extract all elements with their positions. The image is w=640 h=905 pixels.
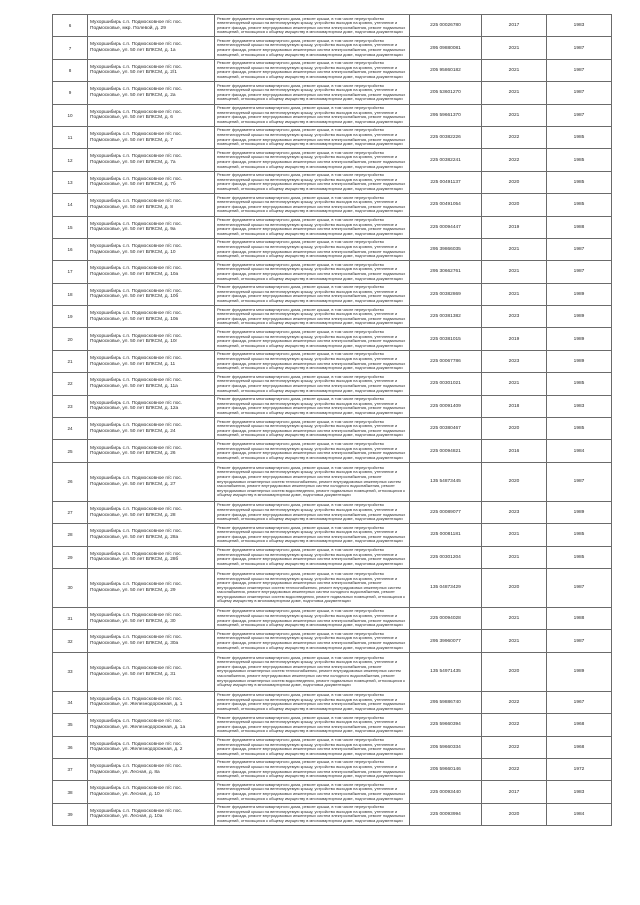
table-row: [53, 568, 612, 607]
work-description-cell: Ремонт фундамента многоквартирного дома, ремонт крыши, в том числе переустройство невентилируемой крыши на вентилируемую крышу, устройство выходов на кровлю, утепление и ремонт фасада, ремонт внутридомовых инженерных систем электроснабжения, ремонт подвальных помещений, относящихся к общему имуществу в многоквартирном доме, подготовка документации: [215, 524, 410, 546]
address-cell: Мухоршибирь с.п. Подмосковное п/с пос. Подмосковье, мкр. Полевой, д. 29: [88, 15, 215, 37]
build-year-cell: 1987: [547, 59, 612, 81]
row-number: 14: [53, 194, 88, 216]
address-cell: Мухоршибирь с.п. Подмосковное п/с пос. Подмосковье, ул. 50 лет ВЛКСМ, д. 10в: [88, 306, 215, 328]
address-cell: Мухоршибирь с.п. Подмосковное п/с пос. Подмосковье, ул. 50 лет ВЛКСМ, д. 12а: [88, 395, 215, 417]
work-description-cell: Ремонт фундамента многоквартирного дома, ремонт крыши, в том числе переустройство невентилируемой крыши на вентилируемую крышу, устройство выходов на кровлю, утепление и ремонт фасада, ремонт внутридомовых инженерных систем электроснабжения, ремонт подвальных помещений, относящихся к общему имуществу в многоквартирном доме, подготовка документации: [215, 714, 410, 736]
work-description-cell: Ремонт фундамента многоквартирного дома, ремонт крыши, в том числе переустройство невентилируемой крыши на вентилируемую крышу, устройство выходов на кровлю, утепление и ремонт фасада, ремонт внутридомовых инженерных систем электроснабжения, ремонт подвальных помещений, относящихся к общему имуществу в многоквартирном доме, подготовка документации: [215, 736, 410, 758]
address-cell: Мухоршибирь с.п. Подмосковное п/с пос. Подмосковье, ул. 50 лет ВЛКСМ, д. 11а: [88, 373, 215, 395]
build-year-cell: 1985: [547, 194, 612, 216]
repair-year-cell: 2016: [482, 440, 547, 462]
address-cell: Мухоршибирь с.п. Подмосковное п/с пос. Подмосковье, ул. 50 лет ВЛКСМ, д. 10а: [88, 261, 215, 283]
build-year-cell: 1987: [547, 462, 612, 501]
table-row: [53, 82, 612, 104]
build-year-cell: 1987: [547, 261, 612, 283]
build-year-cell: 1989: [547, 350, 612, 372]
build-year-cell: 1987: [547, 238, 612, 260]
work-description-cell: Ремонт фундамента многоквартирного дома, ремонт крыши, в том числе переустройство невентилируемой крыши на вентилируемую крышу, устройство выходов на кровлю, утепление и ремонт фасада, ремонт внутридомовых инженерных систем электроснабжения, ремонт подвальных помещений, относящихся к общему имуществу в многоквартирном доме, подготовка документации: [215, 546, 410, 568]
cost-cell: 225 00382226: [410, 126, 482, 148]
build-year-cell: 1989: [547, 501, 612, 523]
table-row: [53, 171, 612, 193]
row-number: 23: [53, 395, 88, 417]
address-cell: Мухоршибирь с.п. Подмосковное п/с пос. Подмосковье, ул. 50 лет ВЛКСМ, д. 1а: [88, 37, 215, 59]
address-cell: Мухоршибирь с.п. Подмосковное п/с пос. Подмосковье, ул. 50 лет ВЛКСМ, д. 2а: [88, 82, 215, 104]
work-description-cell: Ремонт фундамента многоквартирного дома, ремонт крыши, в том числе переустройство невентилируемой крыши на вентилируемую крышу, устройство выходов на кровлю, утепление и ремонт фасада, ремонт внутридомовых инженерных систем электроснабжения, ремонт внутридомовых инженерных систем теплоснабжения, ремонт внутридомовых инженерных систем газоснабжения, ремонт внутридомовых инженерных систем холодного водоснабжения, ремонт внутридомовых инженерных систем водоотведения, ремонт подвальных помещений, относящихся к общему имуществу в многоквартирном доме, подготовка документации: [215, 568, 410, 607]
cost-cell: 135 04873429: [410, 568, 482, 607]
cost-cell: 225 00094821: [410, 440, 482, 462]
table-row: [53, 781, 612, 803]
work-description-cell: Ремонт фундамента многоквартирного дома, ремонт крыши, в том числе переустройство невентилируемой крыши на вентилируемую крышу, устройство выходов на кровлю, утепление и ремонт фасада, ремонт внутридомовых инженерных систем электроснабжения, ремонт подвальных помещений, относящихся к общему имуществу в многоквартирном доме, подготовка документации: [215, 418, 410, 440]
build-year-cell: 1985: [547, 171, 612, 193]
work-description-cell: Ремонт фундамента многоквартирного дома, ремонт крыши, в том числе переустройство невентилируемой крыши на вентилируемую крышу, устройство выходов на кровлю, утепление и ремонт фасада, ремонт внутридомовых инженерных систем электроснабжения, ремонт подвальных помещений, относящихся к общему имуществу в многоквартирном доме, подготовка документации: [215, 104, 410, 126]
cost-cell: 225 00301204: [410, 546, 482, 568]
row-number: 11: [53, 126, 88, 148]
cost-cell: 225 00382869: [410, 283, 482, 305]
build-year-cell: 1983: [547, 15, 612, 37]
work-description-cell: Ремонт фундамента многоквартирного дома, ремонт крыши, в том числе переустройство невентилируемой крыши на вентилируемую крышу, устройство выходов на кровлю, утепление и ремонт фасада, ремонт внутридомовых инженерных систем электроснабжения, ремонт подвальных помещений, относящихся к общему имуществу в многоквартирном доме, подготовка документации: [215, 630, 410, 652]
address-cell: Мухоршибирь с.п. Подмосковное п/с пос. Подмосковье, ул. 50 лет ВЛКСМ, д. 31: [88, 652, 215, 691]
row-number: 26: [53, 462, 88, 501]
cost-cell: 135 54971435: [410, 652, 482, 691]
repair-year-cell: 2018: [482, 395, 547, 417]
repair-year-cell: 2023: [482, 306, 547, 328]
build-year-cell: 1983: [547, 395, 612, 417]
cost-cell: 205 53601270: [410, 82, 482, 104]
table-row: [53, 104, 612, 126]
cost-cell: 225 00089077: [410, 501, 482, 523]
table-row: [53, 758, 612, 780]
row-number: 10: [53, 104, 88, 126]
repair-year-cell: 2021: [482, 37, 547, 59]
cost-cell: 225 00067786: [410, 350, 482, 372]
cost-cell: 295 30662761: [410, 261, 482, 283]
table-row: [53, 194, 612, 216]
address-cell: Мухоршибирь с.п. Подмосковное п/с пос. Подмосковье, ул. Железнодорожная, д. 2: [88, 736, 215, 758]
work-description-cell: Ремонт фундамента многоквартирного дома, ремонт крыши, в том числе переустройство невентилируемой крыши на вентилируемую крышу, устройство выходов на кровлю, утепление и ремонт фасада, ремонт внутридомовых инженерных систем электроснабжения, ремонт подвальных помещений, относящихся к общему имуществу в многоквартирном доме, подготовка документации: [215, 781, 410, 803]
row-number: 25: [53, 440, 88, 462]
repair-year-cell: 2022: [482, 758, 547, 780]
address-cell: Мухоршибирь с.п. Подмосковное п/с пос. Подмосковье, ул. 50 лет ВЛКСМ, д. 7а: [88, 149, 215, 171]
address-cell: Мухоршибирь с.п. Подмосковное п/с пос. Подмосковье, ул. 50 лет ВЛКСМ, д. 24: [88, 418, 215, 440]
table-row: [53, 418, 612, 440]
address-cell: Мухоршибирь с.п. Подмосковное п/с пос. Подмосковье, ул. 50 лет ВЛКСМ, д. 27: [88, 462, 215, 501]
table-row: [53, 462, 612, 501]
row-number: 31: [53, 607, 88, 629]
row-number: 9: [53, 82, 88, 104]
repair-year-cell: 2021: [482, 261, 547, 283]
table-row: [53, 607, 612, 629]
row-number: 17: [53, 261, 88, 283]
work-description-cell: Ремонт фундамента многоквартирного дома, ремонт крыши, в том числе переустройство невентилируемой крыши на вентилируемую крышу, устройство выходов на кровлю, утепление и ремонт фасада, ремонт внутридомовых инженерных систем электроснабжения, ремонт подвальных помещений, относящихся к общему имуществу в многоквартирном доме, подготовка документации: [215, 607, 410, 629]
address-cell: Мухоршибирь с.п. Подмосковное п/с пос. Подмосковье, ул. 50 лет ВЛКСМ, д. 7б: [88, 171, 215, 193]
table-row: [53, 546, 612, 568]
table-row: [53, 37, 612, 59]
row-number: 16: [53, 238, 88, 260]
repair-year-cell: 2020: [482, 568, 547, 607]
address-cell: Мухоршибирь с.п. Подмосковное п/с пос. Подмосковье, ул. 50 лет ВЛКСМ, д. 10: [88, 238, 215, 260]
address-cell: Мухоршибирь с.п. Подмосковное п/с пос. Подмосковье, ул. 50 лет ВЛКСМ, д. 8: [88, 194, 215, 216]
cost-cell: 225 59660394: [410, 714, 482, 736]
repair-year-cell: 2021: [482, 238, 547, 260]
build-year-cell: 1984: [547, 440, 612, 462]
table-row: [53, 238, 612, 260]
address-cell: Мухоршибирь с.п. Подмосковное п/с пос. Подмосковье, ул. Лесная, д. 10: [88, 781, 215, 803]
table-row: [53, 524, 612, 546]
build-year-cell: 1987: [547, 630, 612, 652]
row-number: 8: [53, 59, 88, 81]
address-cell: Мухоршибирь с.п. Подмосковное п/с пос. Подмосковье, ул. 50 лет ВЛКСМ, д. 30: [88, 607, 215, 629]
row-number: 21: [53, 350, 88, 372]
table-row: [53, 501, 612, 523]
build-year-cell: 1985: [547, 546, 612, 568]
repair-year-cell: 2020: [482, 418, 547, 440]
row-number: 19: [53, 306, 88, 328]
work-description-cell: Ремонт фундамента многоквартирного дома, ремонт крыши, в том числе переустройство невентилируемой крыши на вентилируемую крышу, устройство выходов на кровлю, утепление и ремонт фасада, ремонт внутридомовых инженерных систем электроснабжения, ремонт подвальных помещений, относящихся к общему имуществу в многоквартирном доме, подготовка документации: [215, 803, 410, 825]
work-description-cell: Ремонт фундамента многоквартирного дома, ремонт крыши, в том числе переустройство невентилируемой крыши на вентилируемую крышу, устройство выходов на кровлю, утепление и ремонт фасада, ремонт внутридомовых инженерных систем электроснабжения, ремонт подвальных помещений, относящихся к общему имуществу в многоквартирном доме, подготовка документации: [215, 37, 410, 59]
cost-cell: 225 00081181: [410, 524, 482, 546]
build-year-cell: 1989: [547, 328, 612, 350]
row-number: 30: [53, 568, 88, 607]
cost-cell: 225 00026780: [410, 15, 482, 37]
build-year-cell: 1968: [547, 714, 612, 736]
table-row: [53, 59, 612, 81]
work-description-cell: Ремонт фундамента многоквартирного дома, ремонт крыши, в том числе переустройство невентилируемой крыши на вентилируемую крышу, устройство выходов на кровлю, утепление и ремонт фасада, ремонт внутридомовых инженерных систем электроснабжения, ремонт подвальных помещений, относящихся к общему имуществу в многоквартирном доме, подготовка документации: [215, 306, 410, 328]
cost-cell: 225 00380467: [410, 418, 482, 440]
table-row: [53, 126, 612, 148]
table-row: [53, 261, 612, 283]
cost-cell: 225 00381382: [410, 306, 482, 328]
build-year-cell: 1985: [547, 149, 612, 171]
work-description-cell: Ремонт фундамента многоквартирного дома, ремонт крыши, в том числе переустройство невентилируемой крыши на вентилируемую крышу, устройство выходов на кровлю, утепление и ремонт фасада, ремонт внутридомовых инженерных систем электроснабжения, ремонт внутридомовых инженерных систем теплоснабжения, ремонт внутридомовых инженерных систем газоснабжения, ремонт внутридомовых инженерных систем холодного водоснабжения, ремонт внутридомовых инженерных систем водоотведения, ремонт подвальных помещений, относящихся к общему имуществу в многоквартирном доме, подготовка документации: [215, 462, 410, 501]
work-description-cell: Ремонт фундамента многоквартирного дома, ремонт крыши, в том числе переустройство невентилируемой крыши на вентилируемую крышу, устройство выходов на кровлю, утепление и ремонт фасада, ремонт внутридомовых инженерных систем электроснабжения, ремонт подвальных помещений, относящихся к общему имуществу в многоквартирном доме, подготовка документации: [215, 194, 410, 216]
row-number: 7: [53, 37, 88, 59]
build-year-cell: 1968: [547, 736, 612, 758]
repair-year-cell: 2019: [482, 216, 547, 238]
cost-cell: 205 59660334: [410, 736, 482, 758]
table-row: [53, 803, 612, 825]
build-year-cell: 1989: [547, 652, 612, 691]
row-number: 32: [53, 630, 88, 652]
repair-year-cell: 2021: [482, 373, 547, 395]
table-row: [53, 283, 612, 305]
repair-year-cell: 2022: [482, 149, 547, 171]
table-row: [53, 440, 612, 462]
repair-year-cell: 2022: [482, 736, 547, 758]
row-number: 38: [53, 781, 88, 803]
table-row: [53, 714, 612, 736]
build-year-cell: 1987: [547, 37, 612, 59]
row-number: 33: [53, 652, 88, 691]
cost-cell: 225 00094447: [410, 216, 482, 238]
build-year-cell: 1987: [547, 568, 612, 607]
table-row: [53, 691, 612, 713]
repair-year-cell: 2019: [482, 328, 547, 350]
row-number: 15: [53, 216, 88, 238]
address-cell: Мухоршибирь с.п. Подмосковное п/с пос. Подмосковье, ул. 50 лет ВЛКСМ, д. 2/1: [88, 59, 215, 81]
repair-year-cell: 2020: [482, 652, 547, 691]
repair-year-cell: 2021: [482, 546, 547, 568]
repair-year-cell: 2021: [482, 59, 547, 81]
table-row: [53, 373, 612, 395]
build-year-cell: 1985: [547, 126, 612, 148]
address-cell: Мухоршибирь с.п. Подмосковное п/с пос. Подмосковье, ул. 50 лет ВЛКСМ, д. 29: [88, 568, 215, 607]
cost-cell: 225 00093994: [410, 803, 482, 825]
cost-cell: 225 00301021: [410, 373, 482, 395]
repair-year-cell: 2020: [482, 171, 547, 193]
repair-year-cell: 2022: [482, 714, 547, 736]
repair-year-cell: 2021: [482, 524, 547, 546]
work-description-cell: Ремонт фундамента многоквартирного дома, ремонт крыши, в том числе переустройство невентилируемой крыши на вентилируемую крышу, устройство выходов на кровлю, утепление и ремонт фасада, ремонт внутридомовых инженерных систем электроснабжения, ремонт подвальных помещений, относящихся к общему имуществу в многоквартирном доме, подготовка документации: [215, 283, 410, 305]
work-description-cell: Ремонт фундамента многоквартирного дома, ремонт крыши, в том числе переустройство невентилируемой крыши на вентилируемую крышу, устройство выходов на кровлю, утепление и ремонт фасада, ремонт внутридомовых инженерных систем электроснабжения, ремонт подвальных помещений, относящихся к общему имуществу в многоквартирном доме, подготовка документации: [215, 395, 410, 417]
cost-cell: 225 00091409: [410, 395, 482, 417]
build-year-cell: 1967: [547, 691, 612, 713]
work-description-cell: Ремонт фундамента многоквартирного дома, ремонт крыши, в том числе переустройство невентилируемой крыши на вентилируемую крышу, устройство выходов на кровлю, утепление и ремонт фасада, ремонт внутридомовых инженерных систем электроснабжения, ремонт подвальных помещений, относящихся к общему имуществу в многоквартирном доме, подготовка документации: [215, 440, 410, 462]
cost-cell: 295 09880081: [410, 37, 482, 59]
table-row: [53, 395, 612, 417]
repair-year-cell: 2022: [482, 691, 547, 713]
work-description-cell: Ремонт фундамента многоквартирного дома, ремонт крыши, в том числе переустройство невентилируемой крыши на вентилируемую крышу, устройство выходов на кровлю, утепление и ремонт фасада, ремонт внутридомовых инженерных систем электроснабжения, ремонт подвальных помещений, относящихся к общему имуществу в многоквартирном доме, подготовка документации: [215, 261, 410, 283]
cost-cell: 225 00491137: [410, 171, 482, 193]
repair-year-cell: 2023: [482, 350, 547, 372]
cost-cell: 205 95860182: [410, 59, 482, 81]
row-number: 34: [53, 691, 88, 713]
row-number: 18: [53, 283, 88, 305]
address-cell: Мухоршибирь с.п. Подмосковное п/с пос. Подмосковье, ул. 50 лет ВЛКСМ, д. 11: [88, 350, 215, 372]
work-description-cell: Ремонт фундамента многоквартирного дома, ремонт крыши, в том числе переустройство невентилируемой крыши на вентилируемую крышу, устройство выходов на кровлю, утепление и ремонт фасада, ремонт внутридомовых инженерных систем электроснабжения, ремонт подвальных помещений, относящихся к общему имуществу в многоквартирном доме, подготовка документации: [215, 82, 410, 104]
address-cell: Мухоршибирь с.п. Подмосковное п/с пос. Подмосковье, ул. Железнодорожная, д. 1а: [88, 714, 215, 736]
table-row: [53, 736, 612, 758]
address-cell: Мухоршибирь с.п. Подмосковное п/с пос. Подмосковье, ул. Лесная, д. 8а: [88, 758, 215, 780]
repair-year-cell: 2020: [482, 194, 547, 216]
build-year-cell: 1972: [547, 758, 612, 780]
address-cell: Мухоршибирь с.п. Подмосковное п/с пос. Подмосковье, ул. 50 лет ВЛКСМ, д. 10б: [88, 283, 215, 305]
cost-cell: 295 39866035: [410, 238, 482, 260]
repair-year-cell: 2020: [482, 803, 547, 825]
work-description-cell: Ремонт фундамента многоквартирного дома, ремонт крыши, в том числе переустройство невентилируемой крыши на вентилируемую крышу, устройство выходов на кровлю, утепление и ремонт фасада, ремонт внутридомовых инженерных систем электроснабжения, ремонт подвальных помещений, относящихся к общему имуществу в многоквартирном доме, подготовка документации: [215, 691, 410, 713]
build-year-cell: 1985: [547, 524, 612, 546]
repair-register-table: [52, 14, 612, 826]
work-description-cell: Ремонт фундамента многоквартирного дома, ремонт крыши, в том числе переустройство невентилируемой крыши на вентилируемую крышу, устройство выходов на кровлю, утепление и ремонт фасада, ремонт внутридомовых инженерных систем электроснабжения, ремонт подвальных помещений, относящихся к общему имуществу в многоквартирном доме, подготовка документации: [215, 328, 410, 350]
cost-cell: 135 54873445: [410, 462, 482, 501]
row-number: 35: [53, 714, 88, 736]
build-year-cell: 1988: [547, 607, 612, 629]
work-description-cell: Ремонт фундамента многоквартирного дома, ремонт крыши, в том числе переустройство невентилируемой крыши на вентилируемую крышу, устройство выходов на кровлю, утепление и ремонт фасада, ремонт внутридомовых инженерных систем электроснабжения, ремонт внутридомовых инженерных систем теплоснабжения, ремонт внутридомовых инженерных систем газоснабжения, ремонт внутридомовых инженерных систем холодного водоснабжения, ремонт внутридомовых инженерных систем водоотведения, ремонт подвальных помещений, относящихся к общему имуществу в многоквартирном доме, подготовка документации: [215, 652, 410, 691]
address-cell: Мухоршибирь с.п. Подмосковное п/с пос. Подмосковье, ул. 50 лет ВЛКСМ, д. 26: [88, 440, 215, 462]
row-number: 24: [53, 418, 88, 440]
build-year-cell: 1983: [547, 781, 612, 803]
address-cell: Мухоршибирь с.п. Подмосковное п/с пос. Подмосковье, ул. 50 лет ВЛКСМ, д. 28: [88, 501, 215, 523]
build-year-cell: 1989: [547, 306, 612, 328]
work-description-cell: Ремонт фундамента многоквартирного дома, ремонт крыши, в том числе переустройство невентилируемой крыши на вентилируемую крышу, устройство выходов на кровлю, утепление и ремонт фасада, ремонт внутридомовых инженерных систем электроснабжения, ремонт подвальных помещений, относящихся к общему имуществу в многоквартирном доме, подготовка документации: [215, 126, 410, 148]
row-number: 12: [53, 149, 88, 171]
cost-cell: 295 39960077: [410, 630, 482, 652]
table-row: [53, 350, 612, 372]
table-row: [53, 149, 612, 171]
row-number: 6: [53, 15, 88, 37]
table-row: [53, 306, 612, 328]
row-number: 20: [53, 328, 88, 350]
address-cell: Мухоршибирь с.п. Подмосковное п/с пос. Подмосковье, ул. 50 лет ВЛКСМ, д. 10г: [88, 328, 215, 350]
cost-cell: 225 00382241: [410, 149, 482, 171]
build-year-cell: 1987: [547, 104, 612, 126]
row-number: 27: [53, 501, 88, 523]
cost-cell: 225 00381015: [410, 328, 482, 350]
address-cell: Мухоршибирь с.п. Подмосковное п/с пос. Подмосковье, ул. Железнодорожная, д. 1: [88, 691, 215, 713]
work-description-cell: Ремонт фундамента многоквартирного дома, ремонт крыши, в том числе переустройство невентилируемой крыши на вентилируемую крышу, устройство выходов на кровлю, утепление и ремонт фасада, ремонт внутридомовых инженерных систем электроснабжения, ремонт подвальных помещений, относящихся к общему имуществу в многоквартирном доме, подготовка документации: [215, 171, 410, 193]
repair-year-cell: 2017: [482, 15, 547, 37]
cost-cell: 205 59660146: [410, 758, 482, 780]
row-number: 39: [53, 803, 88, 825]
work-description-cell: Ремонт фундамента многоквартирного дома, ремонт крыши, в том числе переустройство невентилируемой крыши на вентилируемую крышу, устройство выходов на кровлю, утепление и ремонт фасада, ремонт внутридомовых инженерных систем электроснабжения, ремонт подвальных помещений, относящихся к общему имуществу в многоквартирном доме, подготовка документации: [215, 149, 410, 171]
repair-year-cell: 2023: [482, 501, 547, 523]
cost-cell: 225 00093440: [410, 781, 482, 803]
row-number: 36: [53, 736, 88, 758]
row-number: 13: [53, 171, 88, 193]
table-row: [53, 15, 612, 37]
work-description-cell: Ремонт фундамента многоквартирного дома, ремонт крыши, в том числе переустройство невентилируемой крыши на вентилируемую крышу, устройство выходов на кровлю, утепление и ремонт фасада, ремонт внутридомовых инженерных систем электроснабжения, ремонт подвальных помещений, относящихся к общему имуществу в многоквартирном доме, подготовка документации: [215, 350, 410, 372]
build-year-cell: 1984: [547, 803, 612, 825]
cost-cell: 225 00094028: [410, 607, 482, 629]
repair-year-cell: 2022: [482, 126, 547, 148]
repair-year-cell: 2020: [482, 462, 547, 501]
work-description-cell: Ремонт фундамента многоквартирного дома, ремонт крыши, в том числе переустройство невентилируемой крыши на вентилируемую крышу, устройство выходов на кровлю, утепление и ремонт фасада, ремонт внутридомовых инженерных систем электроснабжения, ремонт подвальных помещений, относящихся к общему имуществу в многоквартирном доме, подготовка документации: [215, 238, 410, 260]
address-cell: Мухоршибирь с.п. Подмосковное п/с пос. Подмосковье, ул. 50 лет ВЛКСМ, д. 28а: [88, 524, 215, 546]
repair-year-cell: 2021: [482, 104, 547, 126]
build-year-cell: 1988: [547, 216, 612, 238]
table-row: [53, 630, 612, 652]
repair-year-cell: 2021: [482, 607, 547, 629]
address-cell: Мухоршибирь с.п. Подмосковное п/с пос. Подмосковье, ул. 50 лет ВЛКСМ, д. 30а: [88, 630, 215, 652]
row-number: 37: [53, 758, 88, 780]
repair-year-cell: 2021: [482, 630, 547, 652]
address-cell: Мухоршибирь с.п. Подмосковное п/с пос. Подмосковье, ул. Лесная, д. 10а: [88, 803, 215, 825]
repair-year-cell: 2017: [482, 781, 547, 803]
cost-cell: 295 59661370: [410, 104, 482, 126]
work-description-cell: Ремонт фундамента многоквартирного дома, ремонт крыши, в том числе переустройство невентилируемой крыши на вентилируемую крышу, устройство выходов на кровлю, утепление и ремонт фасада, ремонт внутридомовых инженерных систем электроснабжения, ремонт подвальных помещений, относящихся к общему имуществу в многоквартирном доме, подготовка документации: [215, 501, 410, 523]
row-number: 22: [53, 373, 88, 395]
address-cell: Мухоршибирь с.п. Подмосковное п/с пос. Подмосковье, ул. 50 лет ВЛКСМ, д. 7: [88, 126, 215, 148]
work-description-cell: Ремонт фундамента многоквартирного дома, ремонт крыши, в том числе переустройство невентилируемой крыши на вентилируемую крышу, устройство выходов на кровлю, утепление и ремонт фасада, ремонт внутридомовых инженерных систем электроснабжения, ремонт подвальных помещений, относящихся к общему имуществу в многоквартирном доме, подготовка документации: [215, 758, 410, 780]
work-description-cell: Ремонт фундамента многоквартирного дома, ремонт крыши, в том числе переустройство невентилируемой крыши на вентилируемую крышу, устройство выходов на кровлю, утепление и ремонт фасада, ремонт внутридомовых инженерных систем электроснабжения, ремонт подвальных помещений, относящихся к общему имуществу в многоквартирном доме, подготовка документации: [215, 59, 410, 81]
cost-cell: 225 00491054: [410, 194, 482, 216]
table-row: [53, 328, 612, 350]
build-year-cell: 1987: [547, 82, 612, 104]
build-year-cell: 1985: [547, 418, 612, 440]
address-cell: Мухоршибирь с.п. Подмосковное п/с пос. Подмосковье, ул. 50 лет ВЛКСМ, д. 9а: [88, 216, 215, 238]
work-description-cell: Ремонт фундамента многоквартирного дома, ремонт крыши, в том числе переустройство невентилируемой крыши на вентилируемую крышу, устройство выходов на кровлю, утепление и ремонт фасада, ремонт внутридомовых инженерных систем электроснабжения, ремонт подвальных помещений, относящихся к общему имуществу в многоквартирном доме, подготовка документации: [215, 15, 410, 37]
work-description-cell: Ремонт фундамента многоквартирного дома, ремонт крыши, в том числе переустройство невентилируемой крыши на вентилируемую крышу, устройство выходов на кровлю, утепление и ремонт фасада, ремонт внутридомовых инженерных систем электроснабжения, ремонт подвальных помещений, относящихся к общему имуществу в многоквартирном доме, подготовка документации: [215, 216, 410, 238]
table-row: [53, 652, 612, 691]
cost-cell: 295 59886740: [410, 691, 482, 713]
build-year-cell: 1989: [547, 283, 612, 305]
row-number: 28: [53, 524, 88, 546]
repair-year-cell: 2021: [482, 82, 547, 104]
work-description-cell: Ремонт фундамента многоквартирного дома, ремонт крыши, в том числе переустройство невентилируемой крыши на вентилируемую крышу, устройство выходов на кровлю, утепление и ремонт фасада, ремонт внутридомовых инженерных систем электроснабжения, ремонт подвальных помещений, относящихся к общему имуществу в многоквартирном доме, подготовка документации: [215, 373, 410, 395]
address-cell: Мухоршибирь с.п. Подмосковное п/с пос. Подмосковье, ул. 50 лет ВЛКСМ, д. 6: [88, 104, 215, 126]
row-number: 29: [53, 546, 88, 568]
repair-year-cell: 2021: [482, 283, 547, 305]
build-year-cell: 1985: [547, 373, 612, 395]
table-row: [53, 216, 612, 238]
address-cell: Мухоршибирь с.п. Подмосковное п/с пос. Подмосковье, ул. 50 лет ВЛКСМ, д. 28б: [88, 546, 215, 568]
